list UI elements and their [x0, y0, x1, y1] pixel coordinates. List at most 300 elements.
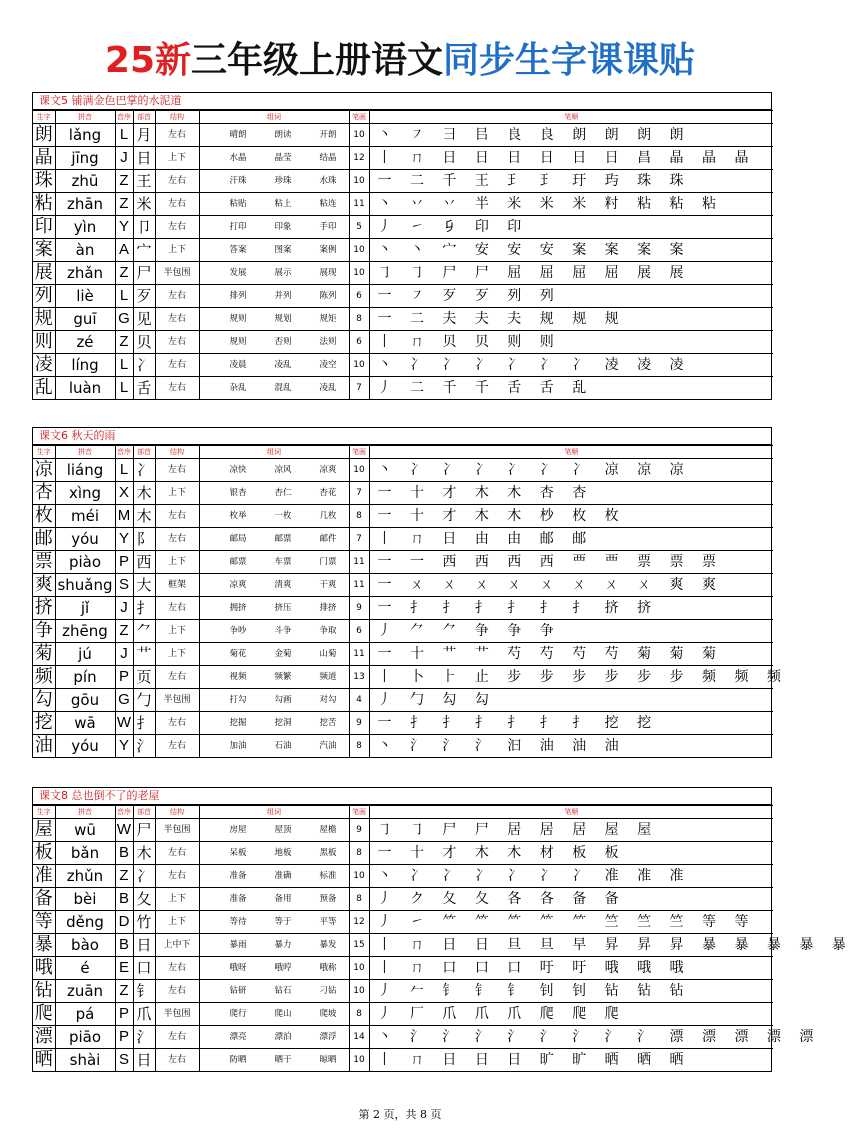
word: 菊花: [229, 649, 247, 659]
word: 平等: [319, 917, 337, 927]
radical-cell: 扌: [133, 712, 155, 735]
radical-cell: 口: [133, 957, 155, 980]
stroke-count-cell: 6: [349, 331, 369, 354]
table-row: [33, 980, 773, 1003]
word: 备用: [274, 894, 292, 904]
table-row: [33, 482, 773, 505]
radical-cell: 贝: [133, 331, 155, 354]
stroke-order-cell: 一 十 才 木 木 材 板 板: [369, 842, 773, 865]
stroke-order-cell: 一 扌 扌 扌 扌 扌 扌 挖 挖: [369, 712, 773, 735]
table-row: [33, 888, 773, 911]
lesson-title: 课文6 秋天的雨: [33, 428, 771, 445]
stroke-order-cell: 丿 ク 夂 夂 各 各 备 备: [369, 888, 773, 911]
stroke-count-cell: 11: [349, 551, 369, 574]
initial-cell: Y: [115, 216, 133, 239]
table-row: [33, 354, 773, 377]
pinyin-cell: líng: [55, 354, 115, 377]
stroke-order-cell: 丿 ㇀ ⺮ ⺮ ⺮ ⺮ ⺮ 竺 竺 竺 等 等: [369, 911, 773, 934]
radical-cell: 冫: [133, 865, 155, 888]
character-cell: 邮: [33, 528, 55, 551]
table-row: [33, 865, 773, 888]
stroke-count-cell: 8: [349, 842, 369, 865]
word: 凉爽: [319, 465, 337, 475]
radical-cell: 舌: [133, 377, 155, 400]
initial-cell: W: [115, 712, 133, 735]
table-row: [33, 620, 773, 643]
word: 手印: [319, 222, 337, 232]
initial-cell: L: [115, 354, 133, 377]
character-cell: 争: [33, 620, 55, 643]
structure-cell: 半包围: [155, 819, 199, 842]
pinyin-cell: wā: [55, 712, 115, 735]
stroke-order-cell: 丿 勹 勾 勾: [369, 689, 773, 712]
word: 结晶: [319, 153, 337, 163]
initial-cell: Z: [115, 170, 133, 193]
word: 晒干: [274, 1055, 292, 1065]
table-row: [33, 957, 773, 980]
pinyin-cell: àn: [55, 239, 115, 262]
pinyin-cell: piào: [55, 551, 115, 574]
pinyin-cell: zuān: [55, 980, 115, 1003]
words-cell: [199, 308, 349, 331]
table-row: [33, 285, 773, 308]
word: 屋檐: [319, 825, 337, 835]
structure-cell: 左右: [155, 285, 199, 308]
pinyin-cell: zhǎn: [55, 262, 115, 285]
initial-cell: B: [115, 842, 133, 865]
word: 地板: [274, 848, 292, 858]
radical-cell: 氵: [133, 735, 155, 758]
header-pinyin: 拼音: [55, 111, 115, 124]
initial-cell: G: [115, 308, 133, 331]
initial-cell: L: [115, 459, 133, 482]
structure-cell: 左右: [155, 735, 199, 758]
word: 准备: [229, 871, 247, 881]
words-cell: [199, 239, 349, 262]
structure-cell: 上下: [155, 482, 199, 505]
structure-cell: 左右: [155, 712, 199, 735]
stroke-order-cell: ㇆ ㇆ 尸 尸 居 居 居 屋 屋: [369, 819, 773, 842]
initial-cell: A: [115, 239, 133, 262]
word: 排列: [229, 291, 247, 301]
structure-cell: 上下: [155, 239, 199, 262]
stroke-order-cell: 一 二 夫 夫 夫 规 规 规: [369, 308, 773, 331]
lesson-section: [32, 92, 772, 400]
pinyin-cell: méi: [55, 505, 115, 528]
initial-cell: W: [115, 819, 133, 842]
stroke-count-cell: 4: [349, 689, 369, 712]
stroke-order-cell: 丨 卜 ⺊ 止 步 步 步 步 步 步 频 频 频: [369, 666, 773, 689]
structure-cell: 左右: [155, 597, 199, 620]
words-cell: [199, 620, 349, 643]
words-cell: [199, 735, 349, 758]
word: 拥挤: [229, 603, 247, 613]
word: 车票: [274, 557, 292, 567]
words-cell: [199, 1003, 349, 1026]
stroke-count-cell: 9: [349, 597, 369, 620]
stroke-count-cell: 11: [349, 193, 369, 216]
header-strokes: 笔顺: [369, 111, 773, 124]
word: 漂泊: [274, 1032, 292, 1042]
radical-cell: 米: [133, 193, 155, 216]
pinyin-cell: děng: [55, 911, 115, 934]
word: 否则: [274, 337, 292, 347]
table-row: [33, 551, 773, 574]
word: 暴雨: [229, 940, 247, 950]
radical-cell: 王: [133, 170, 155, 193]
pinyin-cell: bào: [55, 934, 115, 957]
words-cell: [199, 124, 349, 147]
character-cell: 票: [33, 551, 55, 574]
stroke-count-cell: 9: [349, 712, 369, 735]
radical-cell: 艹: [133, 643, 155, 666]
stroke-order-cell: 丨 ㄇ 日 由 由 邮 邮: [369, 528, 773, 551]
stroke-count-cell: 13: [349, 666, 369, 689]
structure-cell: 左右: [155, 216, 199, 239]
words-cell: [199, 865, 349, 888]
page-footer: 第 2 页，共 8 页: [358, 1108, 442, 1121]
word: 频繁: [274, 672, 292, 682]
title-part-3: 同步生字课课贴: [443, 40, 696, 81]
word: 凌乱: [319, 383, 337, 393]
character-cell: 乱: [33, 377, 55, 400]
word: 展现: [319, 268, 337, 278]
words-cell: [199, 597, 349, 620]
pinyin-cell: zhān: [55, 193, 115, 216]
initial-cell: Z: [115, 262, 133, 285]
lesson-title: 课文8 总也倒不了的老屋: [33, 788, 771, 805]
word: 一枚: [274, 511, 292, 521]
header-char: 生字: [33, 111, 55, 124]
word: 汽油: [319, 741, 337, 751]
stroke-count-cell: 9: [349, 819, 369, 842]
character-cell: 油: [33, 735, 55, 758]
pinyin-cell: zhū: [55, 170, 115, 193]
stroke-order-cell: ㇆ ㇆ 尸 尸 屈 屈 屈 屈 展 展: [369, 262, 773, 285]
header-strokes: 笔顺: [369, 806, 773, 819]
character-table: [33, 445, 788, 757]
character-cell: 菊: [33, 643, 55, 666]
character-cell: 枚: [33, 505, 55, 528]
words-cell: [199, 888, 349, 911]
word: 暴力: [274, 940, 292, 950]
word: 房屋: [229, 825, 247, 835]
initial-cell: E: [115, 957, 133, 980]
words-cell: [199, 193, 349, 216]
pinyin-cell: pá: [55, 1003, 115, 1026]
word: 预备: [319, 894, 337, 904]
character-cell: 准: [33, 865, 55, 888]
character-cell: 挖: [33, 712, 55, 735]
character-cell: 频: [33, 666, 55, 689]
radical-cell: 尸: [133, 819, 155, 842]
structure-cell: 上下: [155, 620, 199, 643]
word: 晴朗: [229, 130, 247, 140]
word: 挖掘: [229, 718, 247, 728]
word: 准备: [229, 894, 247, 904]
character-cell: 展: [33, 262, 55, 285]
radical-cell: 氵: [133, 1026, 155, 1049]
word: 枚举: [229, 511, 247, 521]
table-row: [33, 1003, 773, 1026]
initial-cell: Z: [115, 865, 133, 888]
word: 石油: [274, 741, 292, 751]
character-cell: 爬: [33, 1003, 55, 1026]
table-row: [33, 934, 773, 957]
structure-cell: 上下: [155, 911, 199, 934]
word: 案例: [319, 245, 337, 255]
word: 黑板: [319, 848, 337, 858]
header-words: 组词: [199, 806, 349, 819]
character-cell: 哦: [33, 957, 55, 980]
words-cell: [199, 574, 349, 597]
word: 粘贴: [229, 199, 247, 209]
word: 干爽: [319, 580, 337, 590]
stroke-order-cell: 丨 ㄇ 口 口 口 吁 吁 哦 哦 哦: [369, 957, 773, 980]
stroke-order-cell: 丶 氵 氵 氵 汩 油 油 油: [369, 735, 773, 758]
stroke-order-cell: 丶 丷 丷 半 米 米 米 籿 粘 粘 粘: [369, 193, 773, 216]
words-cell: [199, 1026, 349, 1049]
structure-cell: 半包围: [155, 1003, 199, 1026]
structure-cell: 上中下: [155, 934, 199, 957]
word: 凌晨: [229, 360, 247, 370]
stroke-count-cell: 10: [349, 1049, 369, 1072]
stroke-order-cell: 一 十 才 木 木 杏 杏: [369, 482, 773, 505]
radical-cell: 钅: [133, 980, 155, 1003]
stroke-order-cell: 丶 冫 冫 冫 冫 冫 冫 凌 凌 凌: [369, 354, 773, 377]
radical-cell: 页: [133, 666, 155, 689]
header-row: [33, 111, 773, 124]
structure-cell: 左右: [155, 331, 199, 354]
header-radical: 部首: [133, 446, 155, 459]
words-cell: [199, 459, 349, 482]
pinyin-cell: wū: [55, 819, 115, 842]
word: 邮票: [274, 534, 292, 544]
pinyin-cell: yóu: [55, 735, 115, 758]
word: 法则: [319, 337, 337, 347]
pinyin-cell: shài: [55, 1049, 115, 1072]
lesson-title: 课文5 铺满金色巴掌的水泥道: [33, 93, 771, 110]
word: 等待: [229, 917, 247, 927]
lesson-section: [32, 787, 853, 1072]
structure-cell: 半包围: [155, 689, 199, 712]
character-cell: 晶: [33, 147, 55, 170]
words-cell: [199, 980, 349, 1003]
word: 印象: [274, 222, 292, 232]
header-words: 组词: [199, 111, 349, 124]
word: 打印: [229, 222, 247, 232]
word: 挖洞: [274, 718, 292, 728]
pinyin-cell: é: [55, 957, 115, 980]
header-structure: 结构: [155, 806, 199, 819]
character-cell: 钻: [33, 980, 55, 1003]
header-pinyin: 拼音: [55, 806, 115, 819]
word: 几枚: [319, 511, 337, 521]
initial-cell: L: [115, 377, 133, 400]
header-structure: 结构: [155, 446, 199, 459]
header-initial: 音序: [115, 111, 133, 124]
words-cell: [199, 505, 349, 528]
word: 邮票: [229, 557, 247, 567]
word: 爬坡: [319, 1009, 337, 1019]
word: 清爽: [274, 580, 292, 590]
header-char: 生字: [33, 446, 55, 459]
table-row: [33, 147, 773, 170]
initial-cell: G: [115, 689, 133, 712]
pinyin-cell: shuǎng: [55, 574, 115, 597]
words-cell: [199, 147, 349, 170]
word: 凉爽: [229, 580, 247, 590]
stroke-count-cell: 7: [349, 482, 369, 505]
structure-cell: 左右: [155, 193, 199, 216]
character-cell: 凉: [33, 459, 55, 482]
word: 漂浮: [319, 1032, 337, 1042]
title-part-2: 三年级上册语文: [191, 40, 444, 81]
radical-cell: 扌: [133, 597, 155, 620]
table-row: [33, 193, 773, 216]
word: 答案: [229, 245, 247, 255]
radical-cell: 木: [133, 505, 155, 528]
radical-cell: 夂: [133, 888, 155, 911]
structure-cell: 左右: [155, 957, 199, 980]
word: 珍珠: [274, 176, 292, 186]
word: 规则: [229, 337, 247, 347]
word: 凌空: [319, 360, 337, 370]
word: 凌乱: [274, 360, 292, 370]
radical-cell: 日: [133, 147, 155, 170]
initial-cell: P: [115, 1003, 133, 1026]
word: 开朗: [319, 130, 337, 140]
radical-cell: 日: [133, 934, 155, 957]
word: 哦哼: [274, 963, 292, 973]
character-cell: 粘: [33, 193, 55, 216]
table-row: [33, 819, 773, 842]
stroke-order-cell: 丶 冫 冫 冫 冫 冫 冫 准 准 准: [369, 865, 773, 888]
table-row: [33, 643, 773, 666]
word: 哦称: [319, 963, 337, 973]
word: 银杏: [229, 488, 247, 498]
stroke-count-cell: 10: [349, 262, 369, 285]
stroke-count-cell: 14: [349, 1026, 369, 1049]
words-cell: [199, 482, 349, 505]
initial-cell: Z: [115, 331, 133, 354]
header-count: 笔画: [349, 806, 369, 819]
word: 金菊: [274, 649, 292, 659]
stroke-order-cell: 丿 厂 爪 爪 爪 爬 爬 爬: [369, 1003, 773, 1026]
radical-cell: 勹: [133, 689, 155, 712]
radical-cell: 歹: [133, 285, 155, 308]
character-cell: 列: [33, 285, 55, 308]
pinyin-cell: guī: [55, 308, 115, 331]
initial-cell: J: [115, 147, 133, 170]
initial-cell: P: [115, 551, 133, 574]
table-row: [33, 239, 773, 262]
words-cell: [199, 842, 349, 865]
stroke-count-cell: 10: [349, 239, 369, 262]
words-cell: [199, 216, 349, 239]
word: 水晶: [229, 153, 247, 163]
stroke-order-cell: 一 十 才 木 木 杪 枚 枚: [369, 505, 773, 528]
word: 刁钻: [319, 986, 337, 996]
character-cell: 备: [33, 888, 55, 911]
stroke-count-cell: 12: [349, 911, 369, 934]
stroke-order-cell: 一 扌 扌 扌 扌 扌 扌 挤 挤: [369, 597, 773, 620]
structure-cell: 上下: [155, 147, 199, 170]
pinyin-cell: xìng: [55, 482, 115, 505]
structure-cell: 框架: [155, 574, 199, 597]
word: 发展: [229, 268, 247, 278]
radical-cell: 尸: [133, 262, 155, 285]
words-cell: [199, 285, 349, 308]
initial-cell: Z: [115, 620, 133, 643]
stroke-count-cell: 8: [349, 888, 369, 911]
initial-cell: D: [115, 911, 133, 934]
table-row: [33, 1049, 773, 1072]
stroke-count-cell: 10: [349, 980, 369, 1003]
stroke-count-cell: 11: [349, 574, 369, 597]
word: 混乱: [274, 383, 292, 393]
pinyin-cell: piāo: [55, 1026, 115, 1049]
word: 呆板: [229, 848, 247, 858]
stroke-count-cell: 10: [349, 865, 369, 888]
table-row: [33, 170, 773, 193]
header-initial: 音序: [115, 446, 133, 459]
stroke-order-cell: 一 ㄨ ㄨ ㄨ ㄨ ㄨ ㄨ ㄨ ㄨ 爽 爽: [369, 574, 773, 597]
word: 频道: [319, 672, 337, 682]
initial-cell: Y: [115, 528, 133, 551]
stroke-order-cell: 丿 𠂉 钅 钅 钅 钊 钊 钻 钻 钻: [369, 980, 773, 1003]
structure-cell: 上下: [155, 643, 199, 666]
structure-cell: 左右: [155, 308, 199, 331]
word: 爬行: [229, 1009, 247, 1019]
words-cell: [199, 643, 349, 666]
word: 争吵: [229, 626, 247, 636]
pinyin-cell: liáng: [55, 459, 115, 482]
word: 晾晒: [319, 1055, 337, 1065]
stroke-count-cell: 8: [349, 505, 369, 528]
stroke-order-cell: 丿 ㇀ 𠂎 印 印: [369, 216, 773, 239]
initial-cell: B: [115, 888, 133, 911]
stroke-order-cell: 一 十 艹 艹 芍 芍 芍 芍 菊 菊 菊: [369, 643, 773, 666]
stroke-count-cell: 6: [349, 285, 369, 308]
stroke-count-cell: 10: [349, 957, 369, 980]
stroke-count-cell: 8: [349, 735, 369, 758]
stroke-count-cell: 10: [349, 459, 369, 482]
stroke-order-cell: 丿 ⺈ ⺈ 争 争 争: [369, 620, 773, 643]
table-row: [33, 712, 773, 735]
character-cell: 爽: [33, 574, 55, 597]
radical-cell: 木: [133, 842, 155, 865]
word: 凉风: [274, 465, 292, 475]
word: 对勾: [319, 695, 337, 705]
initial-cell: L: [115, 124, 133, 147]
pinyin-cell: zhǔn: [55, 865, 115, 888]
radical-cell: 月: [133, 124, 155, 147]
pinyin-cell: pín: [55, 666, 115, 689]
word: 规矩: [319, 314, 337, 324]
radical-cell: 爪: [133, 1003, 155, 1026]
character-cell: 等: [33, 911, 55, 934]
words-cell: [199, 911, 349, 934]
word: 漂亮: [229, 1032, 247, 1042]
stroke-count-cell: 8: [349, 1003, 369, 1026]
header-row: [33, 446, 773, 459]
stroke-count-cell: 12: [349, 147, 369, 170]
words-cell: [199, 1049, 349, 1072]
header-count: 笔画: [349, 446, 369, 459]
word: 爬山: [274, 1009, 292, 1019]
stroke-count-cell: 10: [349, 170, 369, 193]
